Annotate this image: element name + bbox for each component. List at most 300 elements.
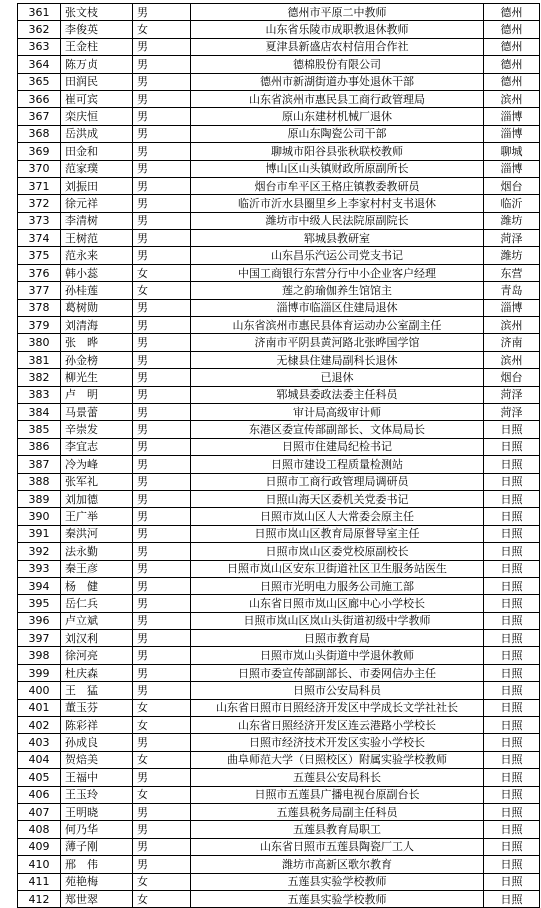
person-name: 秦王彦 bbox=[61, 560, 133, 577]
city-name: 德州 bbox=[484, 38, 540, 55]
city-name: 日照 bbox=[484, 595, 540, 612]
person-name: 马景蕾 bbox=[61, 403, 133, 420]
row-number: 385 bbox=[18, 421, 61, 438]
table-row bbox=[18, 160, 540, 177]
work-unit: 山东省日照经济开发区连云港路小学校长 bbox=[191, 717, 484, 734]
table-row bbox=[18, 282, 540, 299]
row-number: 403 bbox=[18, 734, 61, 751]
person-gender: 男 bbox=[133, 612, 191, 629]
person-name: 卢 明 bbox=[61, 386, 133, 403]
person-name: 陈彩祥 bbox=[61, 717, 133, 734]
city-name: 日照 bbox=[484, 664, 540, 681]
person-gender: 男 bbox=[133, 299, 191, 316]
person-name: 张军礼 bbox=[61, 473, 133, 490]
person-name: 刘清海 bbox=[61, 317, 133, 334]
table-row bbox=[18, 821, 540, 838]
table-row bbox=[18, 212, 540, 229]
city-name: 潍坊 bbox=[484, 247, 540, 264]
city-name: 日照 bbox=[484, 543, 540, 560]
city-name: 潍坊 bbox=[484, 212, 540, 229]
row-number: 404 bbox=[18, 751, 61, 768]
work-unit: 郓城县教研室 bbox=[191, 230, 484, 247]
work-unit: 日照市岚山区岚山头街道初级中学教师 bbox=[191, 612, 484, 629]
work-unit: 德州市平原二中教师 bbox=[191, 4, 484, 21]
row-number: 410 bbox=[18, 856, 61, 873]
city-name: 东营 bbox=[484, 264, 540, 281]
person-name: 杜庆森 bbox=[61, 664, 133, 681]
table-row bbox=[18, 264, 540, 281]
row-number: 371 bbox=[18, 177, 61, 194]
work-unit: 日照市五莲县广播电视台原副台长 bbox=[191, 786, 484, 803]
row-number: 390 bbox=[18, 508, 61, 525]
person-name: 田润民 bbox=[61, 73, 133, 90]
person-name: 田金和 bbox=[61, 143, 133, 160]
city-name: 日照 bbox=[484, 751, 540, 768]
row-number: 362 bbox=[18, 21, 61, 38]
city-name: 日照 bbox=[484, 577, 540, 594]
city-name: 日照 bbox=[484, 734, 540, 751]
table-row bbox=[18, 4, 540, 21]
table-row bbox=[18, 38, 540, 55]
row-number: 372 bbox=[18, 195, 61, 212]
work-unit: 日照市经济技术开发区实验小学校长 bbox=[191, 734, 484, 751]
work-unit: 山东昌乐汽运公司党支书记 bbox=[191, 247, 484, 264]
row-number: 387 bbox=[18, 456, 61, 473]
work-unit: 原山东建材机械厂退休 bbox=[191, 108, 484, 125]
table-row bbox=[18, 177, 540, 194]
person-name: 王 猛 bbox=[61, 682, 133, 699]
row-number: 386 bbox=[18, 438, 61, 455]
person-gender: 男 bbox=[133, 490, 191, 507]
row-number: 378 bbox=[18, 299, 61, 316]
work-unit: 山东省滨州市惠民县工商行政管理局 bbox=[191, 90, 484, 107]
roster-table bbox=[17, 3, 540, 908]
person-name: 岳仁兵 bbox=[61, 595, 133, 612]
person-name: 王树范 bbox=[61, 230, 133, 247]
person-gender: 男 bbox=[133, 734, 191, 751]
city-name: 日照 bbox=[484, 803, 540, 820]
table-row bbox=[18, 299, 540, 316]
city-name: 日照 bbox=[484, 560, 540, 577]
city-name: 日照 bbox=[484, 421, 540, 438]
city-name: 淄博 bbox=[484, 125, 540, 142]
work-unit: 五莲县税务局副主任科员 bbox=[191, 803, 484, 820]
work-unit: 五莲县公安局科长 bbox=[191, 769, 484, 786]
work-unit: 日照市公安局科员 bbox=[191, 682, 484, 699]
table-row bbox=[18, 890, 540, 907]
table-row bbox=[18, 490, 540, 507]
row-number: 407 bbox=[18, 803, 61, 820]
city-name: 日照 bbox=[484, 890, 540, 907]
row-number: 364 bbox=[18, 56, 61, 73]
person-gender: 男 bbox=[133, 769, 191, 786]
person-gender: 男 bbox=[133, 108, 191, 125]
table-row bbox=[18, 560, 540, 577]
work-unit: 日照市教育局 bbox=[191, 630, 484, 647]
work-unit: 审计局高级审计师 bbox=[191, 403, 484, 420]
person-name: 贺焙美 bbox=[61, 751, 133, 768]
person-gender: 女 bbox=[133, 21, 191, 38]
person-name: 刘加德 bbox=[61, 490, 133, 507]
row-number: 408 bbox=[18, 821, 61, 838]
city-name: 日照 bbox=[484, 473, 540, 490]
table-row bbox=[18, 73, 540, 90]
person-name: 薄子刚 bbox=[61, 838, 133, 855]
person-name: 邢 伟 bbox=[61, 856, 133, 873]
person-gender: 男 bbox=[133, 160, 191, 177]
table-row bbox=[18, 21, 540, 38]
city-name: 青岛 bbox=[484, 282, 540, 299]
work-unit: 德州市新湖街道办事处退休干部 bbox=[191, 73, 484, 90]
row-number: 392 bbox=[18, 543, 61, 560]
person-gender: 男 bbox=[133, 682, 191, 699]
table-row bbox=[18, 856, 540, 873]
table-row bbox=[18, 351, 540, 368]
person-name: 韩小蕊 bbox=[61, 264, 133, 281]
person-name: 范永来 bbox=[61, 247, 133, 264]
table-row bbox=[18, 438, 540, 455]
person-name: 柳光生 bbox=[61, 369, 133, 386]
city-name: 德州 bbox=[484, 4, 540, 21]
city-name: 烟台 bbox=[484, 369, 540, 386]
person-gender: 男 bbox=[133, 647, 191, 664]
row-number: 383 bbox=[18, 386, 61, 403]
person-name: 杨 健 bbox=[61, 577, 133, 594]
row-number: 391 bbox=[18, 525, 61, 542]
table-row bbox=[18, 386, 540, 403]
work-unit: 山东省日照市岚山区廊中心小学校长 bbox=[191, 595, 484, 612]
row-number: 412 bbox=[18, 890, 61, 907]
city-name: 日照 bbox=[484, 769, 540, 786]
table-row bbox=[18, 56, 540, 73]
person-name: 董玉芬 bbox=[61, 699, 133, 716]
person-gender: 男 bbox=[133, 543, 191, 560]
person-name: 何乃华 bbox=[61, 821, 133, 838]
work-unit: 曲阜师范大学（日照校区）附属实验学校教师 bbox=[191, 751, 484, 768]
work-unit: 日照市岚山区人大常委会原主任 bbox=[191, 508, 484, 525]
city-name: 烟台 bbox=[484, 177, 540, 194]
table-row bbox=[18, 247, 540, 264]
row-number: 409 bbox=[18, 838, 61, 855]
row-number: 405 bbox=[18, 769, 61, 786]
city-name: 淄博 bbox=[484, 299, 540, 316]
person-gender: 女 bbox=[133, 890, 191, 907]
city-name: 滨州 bbox=[484, 90, 540, 107]
person-gender: 女 bbox=[133, 282, 191, 299]
city-name: 日照 bbox=[484, 717, 540, 734]
work-unit: 日照市光明电力服务公司施工部 bbox=[191, 577, 484, 594]
row-number: 396 bbox=[18, 612, 61, 629]
work-unit: 夏津县新盛店农村信用合作社 bbox=[191, 38, 484, 55]
work-unit: 日照市工商行政管理局调研员 bbox=[191, 473, 484, 490]
table-row bbox=[18, 195, 540, 212]
work-unit: 山东省日照市五莲县陶瓷厂工人 bbox=[191, 838, 484, 855]
person-name: 郑世翠 bbox=[61, 890, 133, 907]
person-gender: 男 bbox=[133, 38, 191, 55]
person-name: 王福中 bbox=[61, 769, 133, 786]
person-name: 辛崇发 bbox=[61, 421, 133, 438]
table-row bbox=[18, 421, 540, 438]
person-gender: 女 bbox=[133, 751, 191, 768]
work-unit: 日照市岚山区委党校原副校长 bbox=[191, 543, 484, 560]
city-name: 日照 bbox=[484, 630, 540, 647]
work-unit: 五莲县实验学校教师 bbox=[191, 890, 484, 907]
person-gender: 男 bbox=[133, 473, 191, 490]
person-gender: 男 bbox=[133, 664, 191, 681]
row-number: 401 bbox=[18, 699, 61, 716]
city-name: 淄博 bbox=[484, 108, 540, 125]
work-unit: 山东省日照市日照经济开发区中学成长文学社社长 bbox=[191, 699, 484, 716]
work-unit: 德棉股份有限公司 bbox=[191, 56, 484, 73]
table-row bbox=[18, 334, 540, 351]
row-number: 389 bbox=[18, 490, 61, 507]
work-unit: 东港区委宣传部副部长、文体局局长 bbox=[191, 421, 484, 438]
city-name: 菏泽 bbox=[484, 230, 540, 247]
person-gender: 男 bbox=[133, 421, 191, 438]
person-gender: 男 bbox=[133, 90, 191, 107]
work-unit: 博山区山头镇财政所原副所长 bbox=[191, 160, 484, 177]
work-unit: 无棣县住建局副科长退休 bbox=[191, 351, 484, 368]
row-number: 399 bbox=[18, 664, 61, 681]
work-unit: 日照市岚山区教育局原督导室主任 bbox=[191, 525, 484, 542]
person-gender: 男 bbox=[133, 630, 191, 647]
person-name: 苑艳梅 bbox=[61, 873, 133, 890]
row-number: 361 bbox=[18, 4, 61, 21]
table-row bbox=[18, 143, 540, 160]
person-gender: 男 bbox=[133, 195, 191, 212]
person-name: 陈万贞 bbox=[61, 56, 133, 73]
person-gender: 男 bbox=[133, 143, 191, 160]
work-unit: 原山东陶瓷公司干部 bbox=[191, 125, 484, 142]
person-name: 刘振田 bbox=[61, 177, 133, 194]
row-number: 397 bbox=[18, 630, 61, 647]
row-number: 402 bbox=[18, 717, 61, 734]
person-gender: 男 bbox=[133, 438, 191, 455]
person-gender: 女 bbox=[133, 873, 191, 890]
table-row bbox=[18, 612, 540, 629]
person-gender: 男 bbox=[133, 577, 191, 594]
city-name: 德州 bbox=[484, 21, 540, 38]
table-row bbox=[18, 717, 540, 734]
row-number: 380 bbox=[18, 334, 61, 351]
row-number: 379 bbox=[18, 317, 61, 334]
row-number: 376 bbox=[18, 264, 61, 281]
city-name: 日照 bbox=[484, 873, 540, 890]
work-unit: 山东省乐陵市成职教退休教师 bbox=[191, 21, 484, 38]
person-name: 王玉玲 bbox=[61, 786, 133, 803]
work-unit: 中国工商银行东营分行中小企业客户经理 bbox=[191, 264, 484, 281]
row-number: 394 bbox=[18, 577, 61, 594]
row-number: 369 bbox=[18, 143, 61, 160]
city-name: 日照 bbox=[484, 821, 540, 838]
table-row bbox=[18, 543, 540, 560]
city-name: 滨州 bbox=[484, 351, 540, 368]
person-name: 范家璞 bbox=[61, 160, 133, 177]
person-gender: 男 bbox=[133, 838, 191, 855]
person-name: 王明晓 bbox=[61, 803, 133, 820]
person-gender: 男 bbox=[133, 177, 191, 194]
work-unit: 日照市岚山区安东卫街道社区卫生服务站医生 bbox=[191, 560, 484, 577]
row-number: 398 bbox=[18, 647, 61, 664]
work-unit: 已退休 bbox=[191, 369, 484, 386]
person-gender: 男 bbox=[133, 803, 191, 820]
row-number: 406 bbox=[18, 786, 61, 803]
row-number: 366 bbox=[18, 90, 61, 107]
row-number: 367 bbox=[18, 108, 61, 125]
person-gender: 女 bbox=[133, 786, 191, 803]
table-row bbox=[18, 90, 540, 107]
person-gender: 男 bbox=[133, 56, 191, 73]
row-number: 384 bbox=[18, 403, 61, 420]
city-name: 日照 bbox=[484, 699, 540, 716]
city-name: 日照 bbox=[484, 525, 540, 542]
person-gender: 男 bbox=[133, 317, 191, 334]
city-name: 日照 bbox=[484, 456, 540, 473]
person-name: 孙金榜 bbox=[61, 351, 133, 368]
work-unit: 聊城市阳谷县张秋联校教师 bbox=[191, 143, 484, 160]
row-number: 382 bbox=[18, 369, 61, 386]
person-name: 王广举 bbox=[61, 508, 133, 525]
person-gender: 男 bbox=[133, 560, 191, 577]
row-number: 370 bbox=[18, 160, 61, 177]
person-name: 卢立斌 bbox=[61, 612, 133, 629]
table-row bbox=[18, 577, 540, 594]
person-gender: 男 bbox=[133, 247, 191, 264]
person-name: 王金柱 bbox=[61, 38, 133, 55]
table-row bbox=[18, 473, 540, 490]
person-gender: 男 bbox=[133, 4, 191, 21]
person-name: 冷为峰 bbox=[61, 456, 133, 473]
row-number: 375 bbox=[18, 247, 61, 264]
person-name: 孙桂莲 bbox=[61, 282, 133, 299]
person-name: 刘汉利 bbox=[61, 630, 133, 647]
work-unit: 日照市委宣传部副部长、市委网信办主任 bbox=[191, 664, 484, 681]
person-gender: 男 bbox=[133, 334, 191, 351]
person-name: 李清树 bbox=[61, 212, 133, 229]
person-gender: 男 bbox=[133, 821, 191, 838]
person-name: 张文枝 bbox=[61, 4, 133, 21]
table-row bbox=[18, 734, 540, 751]
table-row bbox=[18, 699, 540, 716]
table-row bbox=[18, 769, 540, 786]
person-name: 孙成良 bbox=[61, 734, 133, 751]
table-row bbox=[18, 317, 540, 334]
row-number: 395 bbox=[18, 595, 61, 612]
person-gender: 男 bbox=[133, 525, 191, 542]
work-unit: 日照市住建局纪检书记 bbox=[191, 438, 484, 455]
person-name: 法永勤 bbox=[61, 543, 133, 560]
person-name: 岳洪成 bbox=[61, 125, 133, 142]
table-row bbox=[18, 664, 540, 681]
person-gender: 男 bbox=[133, 73, 191, 90]
person-gender: 男 bbox=[133, 351, 191, 368]
table-row bbox=[18, 108, 540, 125]
work-unit: 临沂市沂水县圈里乡上李家村村支书退休 bbox=[191, 195, 484, 212]
table-row bbox=[18, 803, 540, 820]
person-name: 崔可宾 bbox=[61, 90, 133, 107]
work-unit: 山东省滨州市惠民县体育运动办公室副主任 bbox=[191, 317, 484, 334]
table-row bbox=[18, 647, 540, 664]
person-name: 葛树勋 bbox=[61, 299, 133, 316]
city-name: 日照 bbox=[484, 682, 540, 699]
person-name: 栾庆恒 bbox=[61, 108, 133, 125]
roster-body bbox=[18, 4, 540, 908]
person-gender: 男 bbox=[133, 212, 191, 229]
city-name: 日照 bbox=[484, 438, 540, 455]
work-unit: 淄博市临淄区住建局退休 bbox=[191, 299, 484, 316]
city-name: 滨州 bbox=[484, 317, 540, 334]
row-number: 388 bbox=[18, 473, 61, 490]
person-name: 徐元祥 bbox=[61, 195, 133, 212]
row-number: 365 bbox=[18, 73, 61, 90]
person-gender: 男 bbox=[133, 230, 191, 247]
row-number: 363 bbox=[18, 38, 61, 55]
person-gender: 男 bbox=[133, 595, 191, 612]
person-name: 李宜志 bbox=[61, 438, 133, 455]
city-name: 菏泽 bbox=[484, 403, 540, 420]
table-row bbox=[18, 751, 540, 768]
city-name: 菏泽 bbox=[484, 386, 540, 403]
city-name: 德州 bbox=[484, 73, 540, 90]
city-name: 德州 bbox=[484, 56, 540, 73]
work-unit: 潍坊市高新区歌尔教育 bbox=[191, 856, 484, 873]
work-unit: 烟台市牟平区王格庄镇教委教研员 bbox=[191, 177, 484, 194]
city-name: 淄博 bbox=[484, 160, 540, 177]
city-name: 日照 bbox=[484, 508, 540, 525]
table-row bbox=[18, 456, 540, 473]
work-unit: 五莲县教育局职工 bbox=[191, 821, 484, 838]
table-row bbox=[18, 369, 540, 386]
row-number: 400 bbox=[18, 682, 61, 699]
table-row bbox=[18, 230, 540, 247]
person-gender: 女 bbox=[133, 717, 191, 734]
person-gender: 男 bbox=[133, 403, 191, 420]
person-gender: 男 bbox=[133, 508, 191, 525]
work-unit: 潍坊市中级人民法院原副院长 bbox=[191, 212, 484, 229]
work-unit: 日照山海天区委机关党委书记 bbox=[191, 490, 484, 507]
city-name: 日照 bbox=[484, 647, 540, 664]
work-unit: 五莲县实验学校教师 bbox=[191, 873, 484, 890]
table-row bbox=[18, 838, 540, 855]
row-number: 374 bbox=[18, 230, 61, 247]
person-gender: 男 bbox=[133, 386, 191, 403]
row-number: 381 bbox=[18, 351, 61, 368]
row-number: 377 bbox=[18, 282, 61, 299]
person-gender: 男 bbox=[133, 369, 191, 386]
city-name: 日照 bbox=[484, 490, 540, 507]
city-name: 济南 bbox=[484, 334, 540, 351]
table-row bbox=[18, 595, 540, 612]
city-name: 日照 bbox=[484, 838, 540, 855]
city-name: 日照 bbox=[484, 786, 540, 803]
table-row bbox=[18, 125, 540, 142]
row-number: 368 bbox=[18, 125, 61, 142]
city-name: 日照 bbox=[484, 612, 540, 629]
work-unit: 日照市建设工程质量检测站 bbox=[191, 456, 484, 473]
table-row bbox=[18, 630, 540, 647]
person-gender: 男 bbox=[133, 125, 191, 142]
work-unit: 莲之韵瑜伽养生馆馆主 bbox=[191, 282, 484, 299]
table-row bbox=[18, 873, 540, 890]
table-row bbox=[18, 525, 540, 542]
work-unit: 郓城县委政法委主任科员 bbox=[191, 386, 484, 403]
person-name: 徐河亮 bbox=[61, 647, 133, 664]
row-number: 393 bbox=[18, 560, 61, 577]
city-name: 临沂 bbox=[484, 195, 540, 212]
person-name: 秦洪河 bbox=[61, 525, 133, 542]
table-row bbox=[18, 508, 540, 525]
city-name: 聊城 bbox=[484, 143, 540, 160]
